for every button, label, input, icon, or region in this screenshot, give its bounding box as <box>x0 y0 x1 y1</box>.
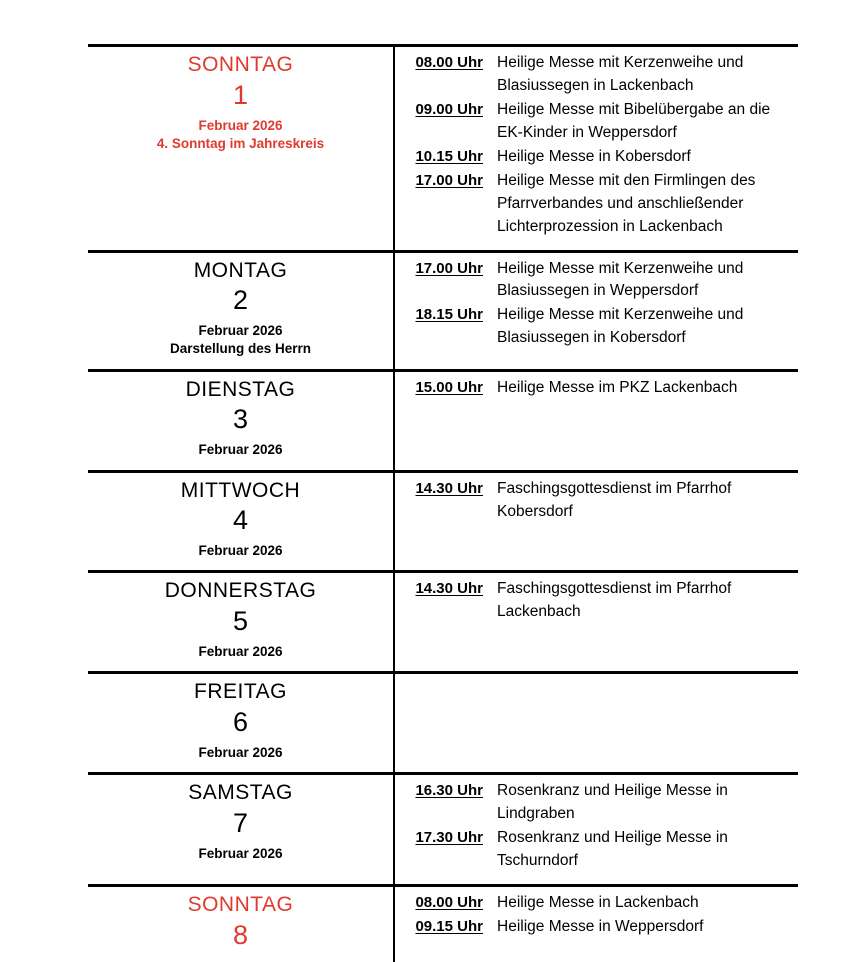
event-entry <box>401 146 798 169</box>
event-description: Faschingsgottesdienst im Pfarrhof Kobersdorf <box>497 479 732 520</box>
day-number: 6 <box>232 707 249 738</box>
event-entry <box>401 578 798 624</box>
event-time: 10.15 Uhr <box>415 147 483 165</box>
event-entry <box>401 478 798 524</box>
date-cell <box>88 887 395 962</box>
events-cell <box>395 47 798 250</box>
event-description: Heilige Messe mit den Firmlingen des Pfarrverbandes und anschließender Lichterprozession in Lackenbach <box>497 171 756 235</box>
event-entry <box>401 827 798 873</box>
date-cell <box>88 473 395 571</box>
events-cell <box>395 473 798 571</box>
event-description: Heilige Messe im PKZ Lackenbach <box>497 378 738 396</box>
day-number: 3 <box>232 404 249 435</box>
weekday-label: MONTAG <box>193 258 288 282</box>
day-number: 4 <box>232 505 249 536</box>
weekday-label: DIENSTAG <box>185 377 296 401</box>
date-cell <box>88 372 395 470</box>
day-row <box>88 470 798 571</box>
weekday-label: FREITAG <box>194 680 287 704</box>
event-entry <box>401 780 798 826</box>
event-description: Heilige Messe mit Kerzenweihe und Blasiussegen in Weppersdorf <box>497 259 744 300</box>
date-cell <box>88 47 395 250</box>
event-description: Heilige Messe in Kobersdorf <box>497 147 691 165</box>
service-schedule-table <box>88 44 798 962</box>
event-description: Heilige Messe in Lackenbach <box>497 894 699 912</box>
event-time: 15.00 Uhr <box>415 378 483 396</box>
events-cell <box>395 674 798 772</box>
weekday-label: SONNTAG <box>187 893 294 917</box>
event-description: Faschingsgottesdienst im Pfarrhof Lackenbach <box>497 580 732 621</box>
event-entry <box>401 892 798 915</box>
event-entry <box>401 52 798 98</box>
weekday-label: MITTWOCH <box>180 478 301 502</box>
event-description: Heilige Messe mit Kerzenweihe und Blasiussegen in Kobersdorf <box>497 306 744 347</box>
weekday-label: SAMSTAG <box>188 781 293 805</box>
event-time: 17.00 Uhr <box>415 259 483 277</box>
event-entry <box>401 170 798 239</box>
month-year-label: Februar 2026 <box>198 442 283 458</box>
event-entry <box>401 916 798 939</box>
day-number: 1 <box>232 79 249 110</box>
events-cell <box>395 887 798 962</box>
event-time: 14.30 Uhr <box>415 479 483 497</box>
event-time: 16.30 Uhr <box>415 782 483 800</box>
event-time: 09.15 Uhr <box>415 918 483 936</box>
date-cell <box>88 573 395 671</box>
month-year-label: Februar 2026 <box>198 543 283 559</box>
event-time: 18.15 Uhr <box>415 306 483 324</box>
day-number: 5 <box>232 606 249 637</box>
feast-label: Darstellung des Herrn <box>169 341 312 357</box>
event-time: 08.00 Uhr <box>415 54 483 71</box>
events-cell <box>395 775 798 884</box>
day-number: 2 <box>232 285 249 316</box>
events-cell <box>395 573 798 671</box>
day-row <box>88 570 798 671</box>
date-cell <box>88 775 395 884</box>
feast-label: 4. Sonntag im Jahreskreis <box>156 135 325 151</box>
day-row <box>88 772 798 884</box>
weekday-label: SONNTAG <box>187 53 294 76</box>
month-year-label: Februar 2026 <box>198 323 283 339</box>
events-cell <box>395 253 798 369</box>
day-row <box>88 369 798 470</box>
event-time: 14.30 Uhr <box>415 580 483 598</box>
day-row <box>88 250 798 369</box>
event-entry <box>401 377 798 400</box>
event-time: 17.30 Uhr <box>415 829 483 847</box>
day-row <box>88 884 798 962</box>
event-entry <box>401 304 798 350</box>
event-description: Heilige Messe mit Kerzenweihe und Blasiussegen in Lackenbach <box>497 54 744 94</box>
month-year-label: Februar 2026 <box>198 745 283 761</box>
day-row <box>88 671 798 772</box>
event-description: Rosenkranz und Heilige Messe in Lindgraben <box>497 782 728 823</box>
event-time: 09.00 Uhr <box>415 100 483 118</box>
day-number: 8 <box>232 919 249 950</box>
event-entry <box>401 258 798 304</box>
month-year-label: Februar 2026 <box>198 117 283 133</box>
event-time: 17.00 Uhr <box>415 171 483 189</box>
month-year-label: Februar 2026 <box>198 644 283 660</box>
event-description: Heilige Messe mit Bibelübergabe an die EK-Kinder in Weppersdorf <box>497 100 771 141</box>
weekday-label: DONNERSTAG <box>164 579 317 603</box>
day-number: 7 <box>232 808 249 839</box>
event-description: Heilige Messe in Weppersdorf <box>497 918 704 936</box>
event-description: Rosenkranz und Heilige Messe in Tschurndorf <box>497 829 728 870</box>
month-year-label: Februar 2026 <box>198 846 283 862</box>
date-cell <box>88 674 395 772</box>
event-entry <box>401 99 798 145</box>
events-cell <box>395 372 798 470</box>
date-cell <box>88 253 395 369</box>
day-row <box>88 44 798 250</box>
event-time: 08.00 Uhr <box>415 894 483 912</box>
